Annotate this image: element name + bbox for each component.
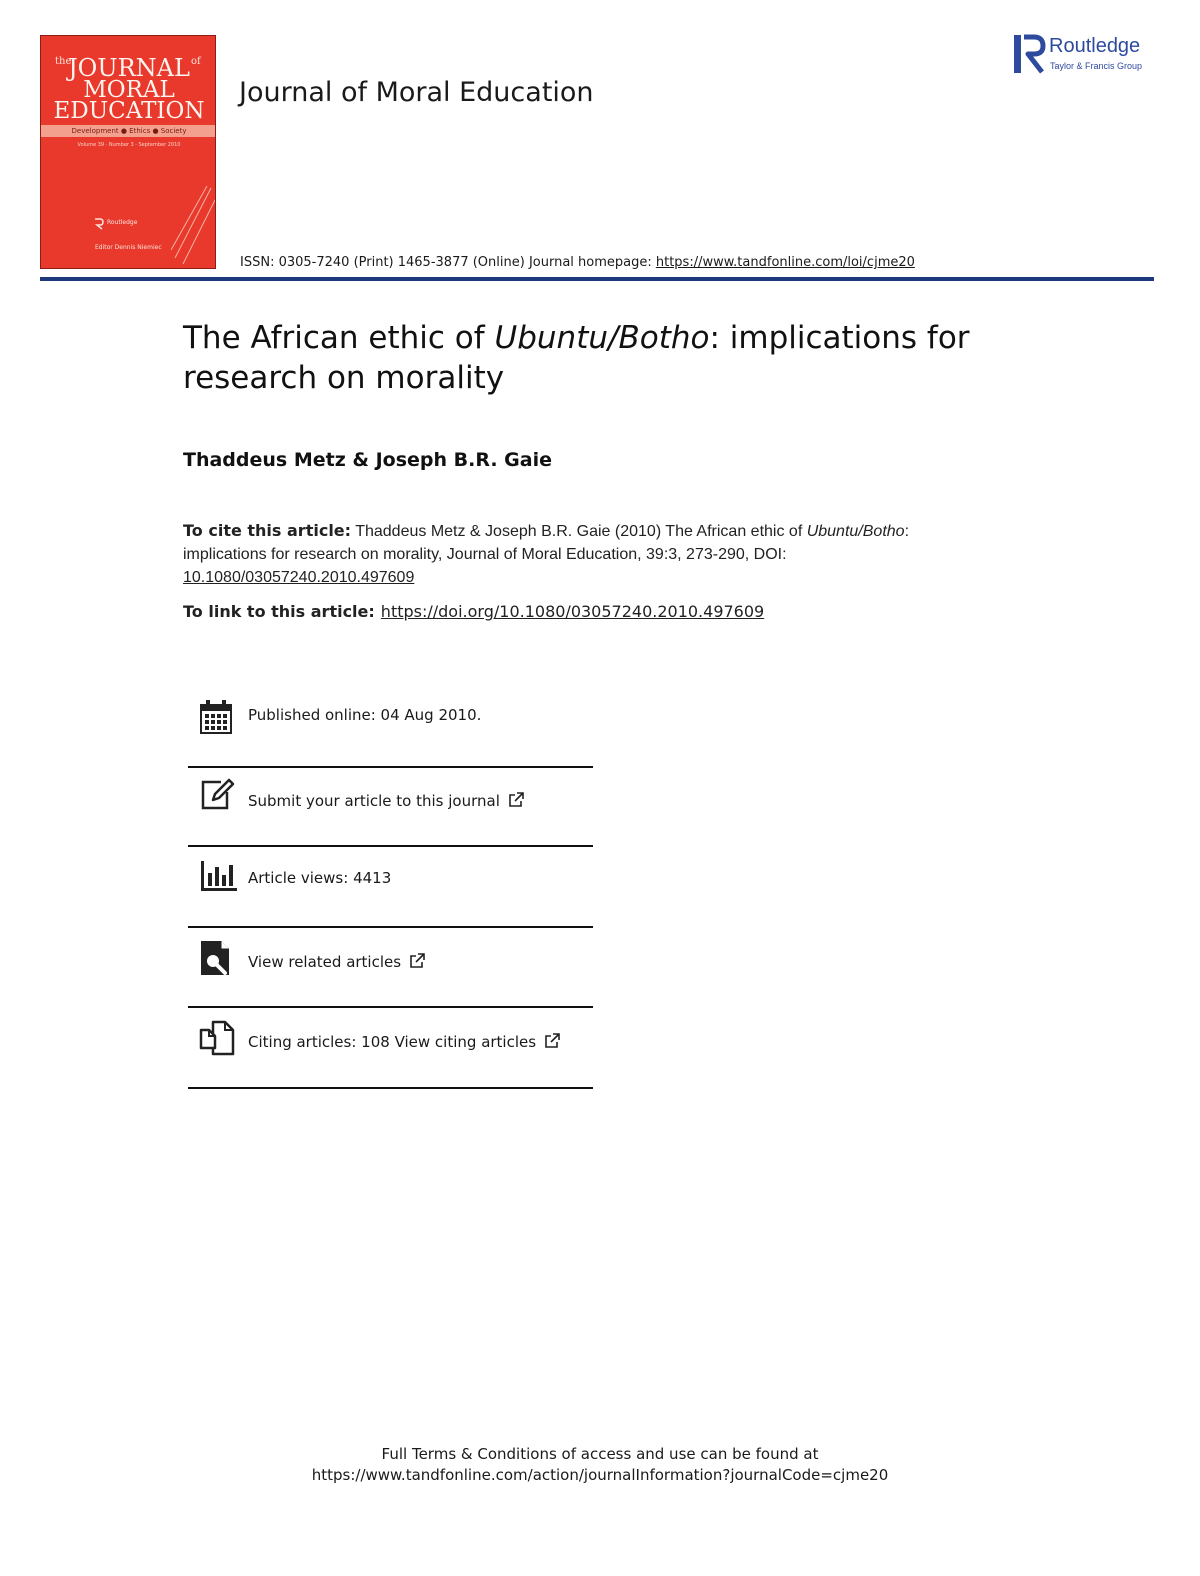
cover-editor: Editor Dennis Niemiec (95, 244, 162, 251)
views-row (189, 856, 593, 896)
routledge-logo-icon[interactable] (1012, 33, 1046, 75)
divider (188, 1087, 593, 1089)
title-part1: The African ethic of (183, 320, 495, 356)
cover-subtitle-band: Development ● Ethics ● Society (41, 125, 216, 137)
bar-chart-icon (199, 859, 239, 893)
footer (0, 1444, 1200, 1486)
divider (188, 766, 593, 768)
cite-text-part1: Thaddeus Metz & Joseph B.R. Gaie (2010) The African ethic of (351, 523, 807, 540)
cite-label: To cite this article: (183, 521, 352, 540)
article-views: Article views: 4413 (248, 869, 392, 887)
journal-cover (40, 35, 216, 269)
cite-text-part2: : implications for research on morality, Journal of Moral Education, 39:3, 273-290, DOI: (183, 523, 910, 563)
related-row[interactable] (189, 936, 593, 988)
related-label: View related articles (248, 953, 402, 971)
header-rule (40, 277, 1154, 281)
submit-article-link[interactable] (248, 792, 524, 810)
cover-decoration (171, 186, 215, 266)
footer-terms-link[interactable]: https://www.tandfonline.com/action/journalInformation?journalCode=cjme20 (311, 1466, 889, 1484)
article-doi-link[interactable]: https://doi.org/10.1080/03057240.2010.497609 (380, 602, 765, 621)
divider (188, 1006, 593, 1008)
issn-line (240, 255, 915, 270)
published-date: Published online: 04 Aug 2010. (248, 706, 482, 724)
article-authors: Thaddeus Metz & Joseph B.R. Gaie (183, 449, 552, 471)
cover-of: of (191, 56, 201, 67)
publisher-subtitle: Taylor & Francis Group (1050, 61, 1143, 71)
cover-title-line2: MORAL (83, 77, 175, 103)
divider (188, 926, 593, 928)
related-articles-link[interactable] (248, 953, 425, 971)
submit-row[interactable] (189, 776, 593, 828)
citing-label: Citing articles: 108 View citing articles (248, 1033, 537, 1051)
cover-publisher-icon (94, 218, 104, 230)
title-part2: : implications for research on morality (183, 320, 970, 396)
link-label: To link to this article: (183, 602, 375, 621)
citing-row[interactable] (189, 1016, 593, 1068)
cover-publisher: Routledge (107, 219, 138, 226)
issn-text: ISSN: 0305-7240 (Print) 1465-3877 (Online) Journal homepage: (240, 255, 656, 270)
search-document-icon (199, 939, 233, 977)
documents-icon (199, 1018, 235, 1056)
footer-line1: Full Terms & Conditions of access and use can be found at (381, 1445, 819, 1463)
external-link-icon (409, 953, 425, 969)
article-link-line (183, 602, 764, 621)
divider (188, 845, 593, 847)
cite-italic: Ubuntu/Botho (806, 523, 905, 540)
cite-doi-link[interactable]: 10.1080/03057240.2010.497609 (183, 569, 415, 586)
journal-name[interactable]: Journal of Moral Education (239, 77, 594, 108)
cover-volume: Volume 39 · Number 3 · September 2010 (77, 142, 181, 148)
citing-articles-link[interactable] (248, 1033, 560, 1051)
cover-title-line3: EDUCATION (53, 98, 205, 124)
published-row (189, 697, 593, 737)
publisher-name[interactable]: Routledge (1049, 35, 1141, 57)
external-link-icon (544, 1033, 560, 1049)
citation-block (183, 519, 983, 589)
edit-icon (199, 778, 235, 810)
submit-label: Submit your article to this journal (248, 792, 500, 810)
article-title (183, 318, 1083, 398)
journal-homepage-link[interactable]: https://www.tandfonline.com/loi/cjme20 (655, 255, 915, 270)
cover-title-line1: JOURNAL (68, 54, 190, 82)
calendar-icon (199, 699, 233, 735)
title-italic: Ubuntu/Botho (494, 320, 710, 356)
cover-the: the (55, 56, 72, 67)
external-link-icon (508, 792, 524, 808)
